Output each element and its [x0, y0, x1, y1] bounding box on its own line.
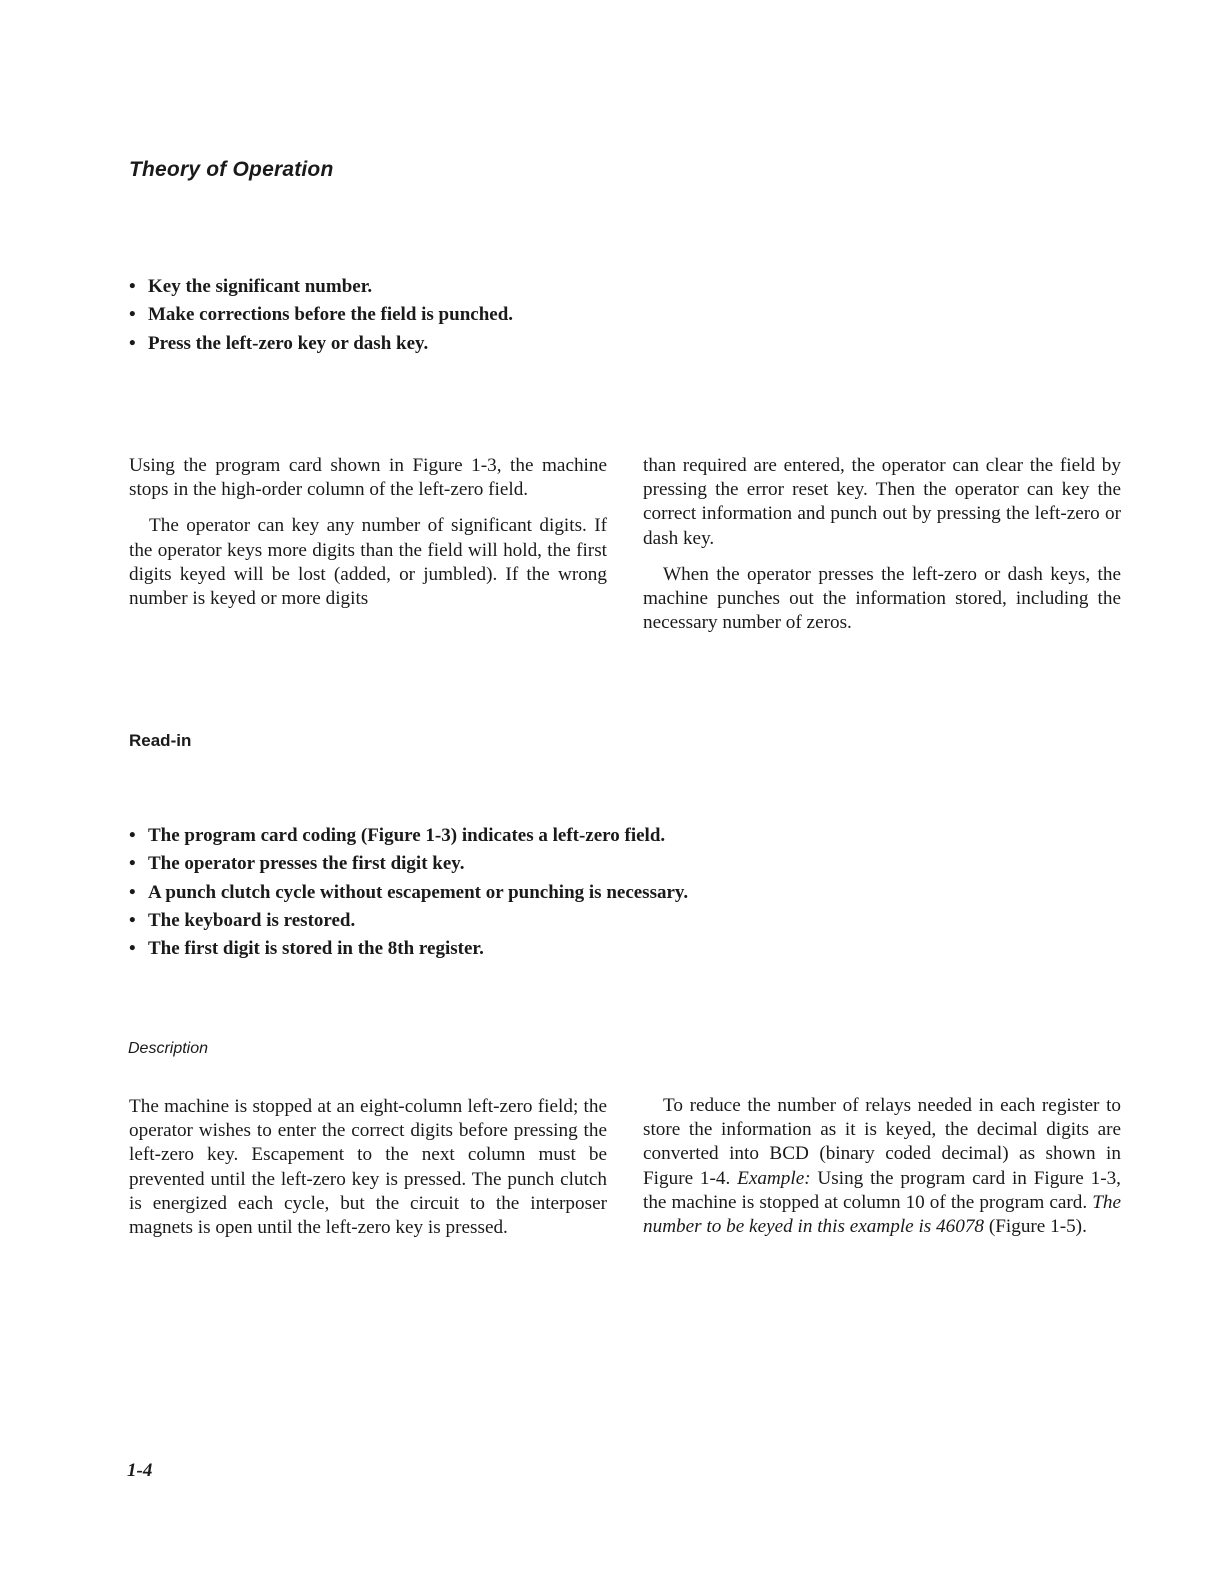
readin-bullet-list: [129, 822, 688, 963]
text-run: To reduce the number of relays needed in each register to store the information as it is keyed, the decimal digits are converted into BCD (binary coded decimal) as shown in Figure 1-4.: [643, 1095, 1121, 1189]
list-item: • A punch clutch cycle without escapement or punching is necessary.: [129, 879, 688, 907]
list-item: • Make corrections before the field is punched.: [129, 301, 513, 329]
paragraph: The machine is stopped at an eight-column left-zero field; the operator wishes to enter the correct digits before pressing the left-zero key. Escapement to the next column must be prevented until the left-zero key is pressed. The punch clutch is energized each cycle, but the circuit to the interposer magnets is open until the left-zero key is pressed.: [129, 1096, 607, 1239]
list-item: • The program card coding (Figure 1-3) indicates a left-zero field.: [129, 822, 688, 850]
intro-right-column: [643, 454, 1121, 635]
description-right-column: [643, 1094, 1121, 1239]
text-run: (Figure 1-5).: [984, 1216, 1087, 1238]
text-run: Using the program card in Figure 1-3, the machine is stopped at column 10 of the program card.: [643, 1167, 1121, 1213]
intro-left-column: [129, 454, 607, 611]
paragraph: The operator can key any number of significant digits. If the operator keys more digits than the field will hold, the first digits keyed will be lost (added, or jumbled). If the wrong number is keyed or more digits: [129, 515, 607, 610]
list-item: • The first digit is stored in the 8th register.: [129, 935, 688, 963]
description-title: Description: [128, 1040, 209, 1057]
paragraph: than required are entered, the operator can clear the field by pressing the error reset key. Then the operator can key the correct information and punch out by pressing the left-zero or dash key.: [643, 455, 1121, 549]
readin-title: Read-in: [129, 731, 192, 750]
section-title: Theory of Operation: [129, 158, 334, 181]
list-item: • Press the left-zero key or dash key.: [129, 330, 513, 358]
list-item: • The operator presses the first digit key.: [129, 850, 688, 878]
summary-bullet-list: [129, 273, 513, 358]
list-item: • The keyboard is restored.: [129, 907, 688, 935]
description-left-column: [129, 1095, 607, 1240]
list-item: • Key the significant number.: [129, 273, 513, 301]
paragraph: When the operator presses the left-zero or dash keys, the machine punches out the information stored, including the necessary number of zeros.: [643, 563, 1121, 634]
page-number: 1-4: [127, 1460, 153, 1481]
paragraph: Using the program card shown in Figure 1-3, the machine stops in the high-order column of the left-zero field.: [129, 455, 607, 501]
paragraph: [643, 1094, 1121, 1239]
emphasis-text: The number to be keyed in this example is 46078: [643, 1191, 1121, 1238]
example-label: Example:: [737, 1167, 811, 1189]
